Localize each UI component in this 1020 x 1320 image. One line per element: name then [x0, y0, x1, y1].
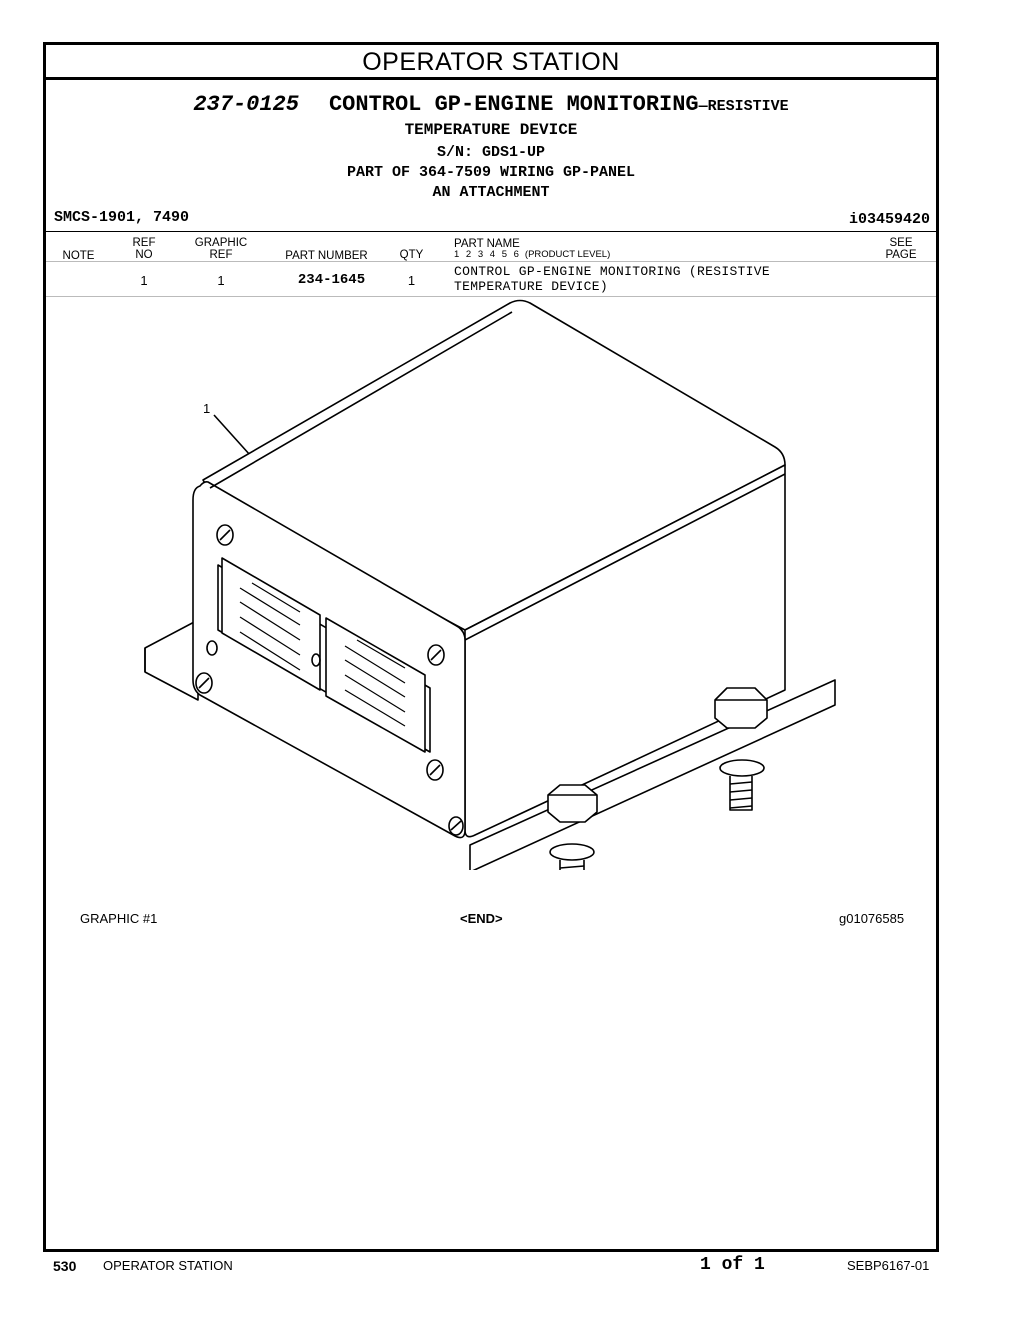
callout-leader — [214, 415, 250, 455]
row-qty: 1 — [407, 273, 416, 288]
header-qty: QTY — [399, 249, 424, 261]
group-heading — [46, 92, 936, 117]
header-ref-no-line1: REF — [132, 237, 156, 249]
callout-number: 1 — [203, 401, 211, 416]
footer-section: OPERATOR STATION — [103, 1258, 233, 1273]
row-part-name-line1: CONTROL GP-ENGINE MONITORING (RESISTIVE — [454, 264, 770, 279]
product-level-label: (PRODUCT LEVEL) — [524, 249, 611, 260]
page-number: 530 — [53, 1258, 77, 1274]
table-top-rule — [46, 231, 936, 232]
row-part-number: 234-1645 — [297, 272, 366, 288]
illustration-id: i03459420 — [848, 211, 930, 228]
pagination: 1 of 1 — [700, 1255, 765, 1275]
doc-id: SEBP6167-01 — [847, 1258, 930, 1273]
group-number: 237-0125 — [193, 92, 299, 117]
group-title: CONTROL GP-ENGINE MONITORING — [328, 92, 699, 117]
group-subtitle: TEMPERATURE DEVICE — [404, 121, 578, 139]
control-module-illustration — [95, 250, 855, 870]
graphic-label: GRAPHIC #1 — [80, 911, 158, 926]
header-graphic-ref-line1: GRAPHIC — [194, 237, 248, 249]
part-of: PART OF 364-7509 WIRING GP-PANEL — [346, 164, 636, 181]
row-graphic-ref: 1 — [217, 273, 225, 288]
end-marker: <END> — [460, 911, 503, 926]
header-part-number: PART NUMBER — [285, 250, 368, 262]
header-graphic-ref-line2: REF — [209, 249, 233, 261]
header-see-page-line2: PAGE — [885, 249, 917, 261]
smcs-code: SMCS-1901, 7490 — [54, 209, 190, 226]
row-part-name-line2: TEMPERATURE DEVICE) — [454, 279, 608, 294]
graphic-id: g01076585 — [839, 911, 905, 926]
header-ref-no-line2: NO — [135, 249, 153, 261]
header-part-name: PART NAME — [454, 238, 520, 250]
row-ref-no: 1 — [140, 273, 148, 288]
group-title-suffix: —RESISTIVE — [698, 98, 789, 115]
attachment: AN ATTACHMENT — [432, 184, 550, 201]
serial-number: S/N: GDS1-UP — [436, 144, 546, 161]
header-see-page-line1: SEE — [889, 237, 913, 249]
section-title: OPERATOR STATION — [46, 45, 936, 80]
product-level-numbers: 1 2 3 4 5 6 — [454, 249, 519, 260]
header-note: NOTE — [62, 250, 95, 262]
header-see-page — [876, 237, 926, 261]
